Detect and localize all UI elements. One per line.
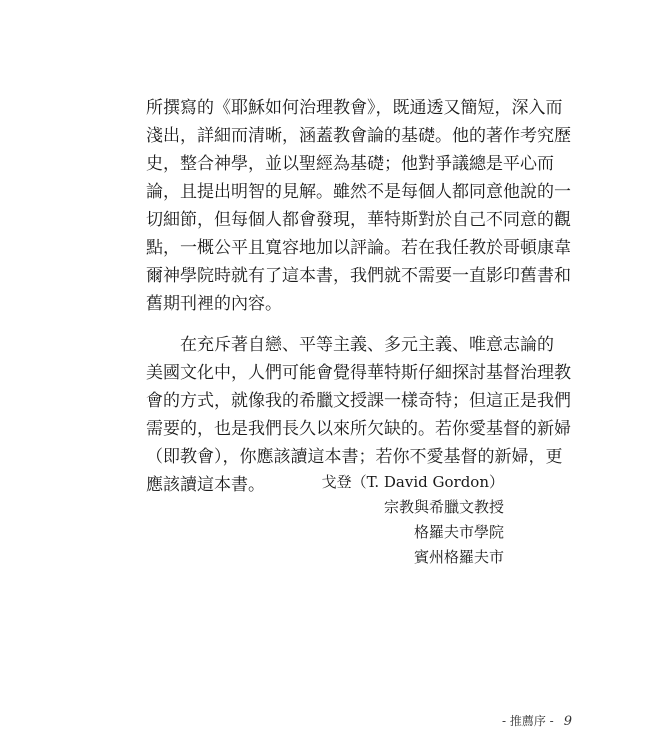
signature-title: 宗教與希臘文教授 <box>383 498 504 516</box>
text-line: 淺出，詳細而清晰，涵蓋教會論的基礎。他的著作考究歷 <box>146 126 571 146</box>
text-line: 論，且提出明智的見解。雖然不是每個人都同意他說的一 <box>146 182 571 202</box>
body-text <box>146 94 571 512</box>
page-number: 9 <box>563 714 572 729</box>
section-label: - 推薦序 - <box>501 714 554 728</box>
text-line: 需要的，也是我們長久以來所欠缺的。若你愛基督的新婦 <box>146 419 571 439</box>
text-line: 史，整合神學，並以聖經為基礎；他對爭議總是平心而 <box>146 154 554 174</box>
text-line: 切細節，但每個人都會發現，華特斯對於自己不同意的觀 <box>146 210 571 230</box>
signature-name: 戈登（T. David Gordon） <box>321 473 504 491</box>
text-line: 在充斥著自戀、平等主義、多元主義、唯意志論的 <box>146 335 554 355</box>
text-line: 所撰寫的《耶穌如何治理教會》，既通透又簡短，深入而 <box>146 98 563 118</box>
text-line: 會的方式，就像我的希臘文授課一樣奇特；但這正是我們 <box>146 391 571 411</box>
text-line: 點，一概公平且寬容地加以評論。若在我任教於哥頓康韋 <box>146 238 571 258</box>
text-line: 舊期刊裡的內容。 <box>146 294 282 314</box>
text-line: 美國文化中，人們可能會覺得華特斯仔細探討基督治理教 <box>146 363 571 383</box>
signature-block <box>322 470 504 570</box>
text-line: 爾神學院時就有了這本書，我們就不需要一直影印舊書和 <box>146 266 571 286</box>
text-line: （即教會），你應該讀這本書；若你不愛基督的新婦，更 <box>146 447 563 467</box>
signature-institution: 格羅夫市學院 <box>413 523 504 541</box>
signature-location: 賓州格羅夫市 <box>413 548 504 566</box>
page-footer <box>502 712 572 729</box>
text-line: 應該讀這本書。 <box>146 475 265 495</box>
paragraph-1 <box>146 94 571 318</box>
